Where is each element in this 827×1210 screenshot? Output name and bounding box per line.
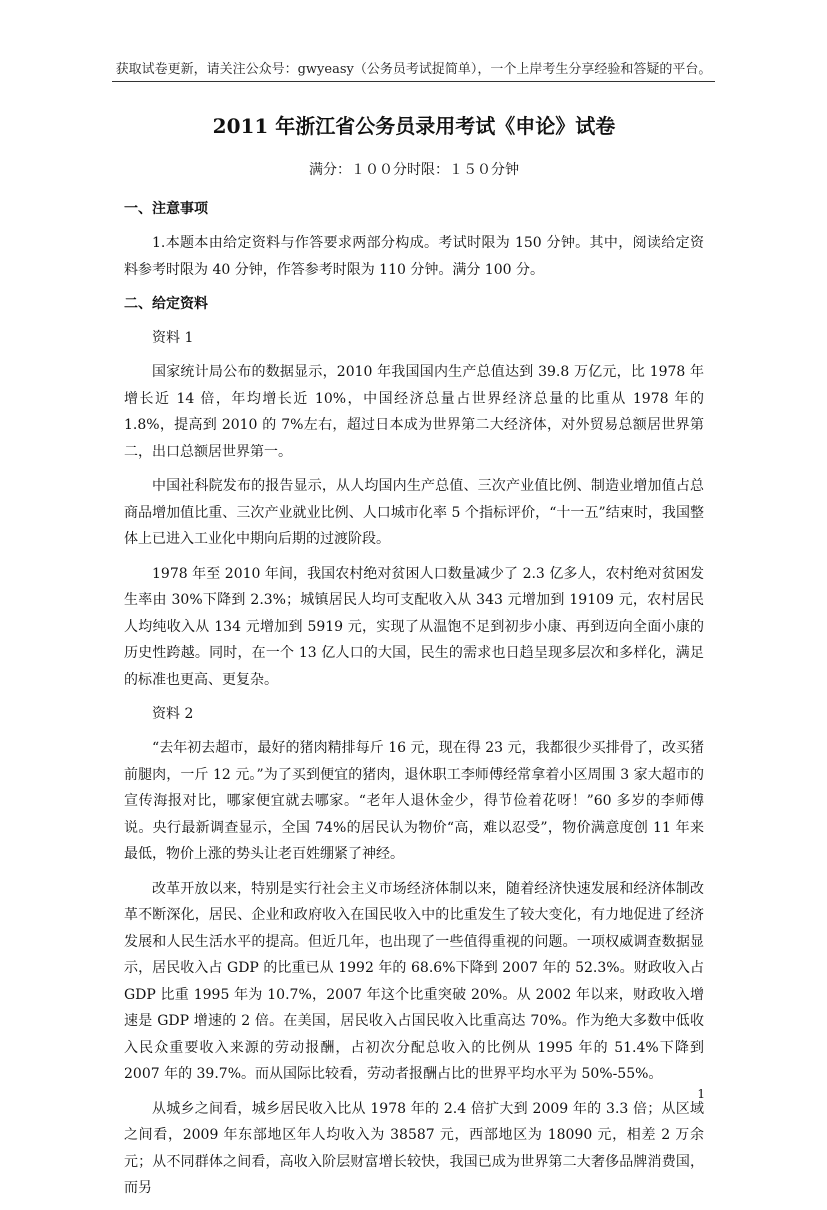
material-2-paragraph: 改革开放以来，特别是实行社会主义市场经济体制以来，随着经济快速发展和经济体制改革不断深化，居民、企业和政府收入在国民收入中的比重发生了较大变化，有力地促进了经济发展和人民生活水平的提高。但近几年，也出现了一些值得重视的问题。一项权威调查数据显示，居民收入占 GDP 的比重已从 1992 年的 68.6%下降到 2007 年的 52.3%。财政收入占 GDP 比重 1995 年为 10.7%，2007 年这个比重突破 20%。从 2002 年以来，财政收入增速是 GDP 增速的 2 倍。在美国，居民收入占国民收入比重高达 70%。作为绝大多数中低收入民众重要收入来源的劳动报酬，占初次分配总收入的比例从 1995 年的 51.4%下降到 2007 年的 39.7%。而从国际比较看，劳动者报酬占比的世界平均水平为 50%-55%。	[124, 880, 704, 1082]
material-2-paragraph: “去年初去超市，最好的猪肉精排每斤 16 元，现在得 23 元，我都很少买排骨了，改买猪前腿肉，一斤 12 元。”为了买到便宜的猪肉，退休职工李师傅经常拿着小区周围 3 家大超市的宣传海报对比，哪家便宜就去哪家。“老年人退休金少，得节俭着花呀！”60 多岁的李师傅说。央行最新调查显示，全国 74%的居民认为物价“高，难以忍受”，物价满意度创 11 年来最低，物价上涨的势头让老百姓绷紧了神经。	[124, 740, 704, 862]
document-body	[124, 112, 704, 1210]
section-heading-notes: 一、注意事项	[124, 201, 208, 217]
material-2-label: 资料 2	[152, 706, 194, 722]
notes-paragraph: 1.本题本由给定资料与作答要求两部分构成。考试时限为 150 分钟。其中，阅读给定资料参考时限为 40 分钟，作答参考时限为 110 分钟。满分 100 分。	[124, 235, 704, 278]
material-2-paragraph: 从城乡之间看，城乡居民收入比从 1978 年的 2.4 倍扩大到 2009 年的 3.3 倍；从区域之间看，2009 年东部地区年人均收入为 38587 元，西部地区为 18090 元，相差 2 万余元；从不同群体之间看，高收入阶层财富增长较快，我国已成为世界第二大奢侈品牌消费国，而另	[124, 1100, 704, 1196]
document-subtitle: 满分：１００分时限：１５０分钟	[309, 162, 519, 178]
section-heading-materials: 二、给定资料	[124, 296, 208, 312]
header-divider	[112, 81, 715, 82]
page-number: 1	[697, 1087, 705, 1101]
page-header-note: 获取试卷更新，请关注公众号：gwyeasy（公务员考试捉简单），一个上岸考生分享经验和答疑的平台。	[115, 62, 712, 77]
material-1-label: 资料 1	[152, 330, 194, 346]
document-title: 2011 年浙江省公务员录用考试《申论》试卷	[212, 114, 616, 138]
material-1-paragraph: 中国社科院发布的报告显示，从人均国内生产总值、三次产业值比例、制造业增加值占总商品增加值比重、三次产业就业比例、人口城市化率 5 个指标评价，“十一五”结束时，我国整体上已进入工业化中期向后期的过渡阶段。	[124, 478, 704, 547]
material-1-paragraph: 国家统计局公布的数据显示，2010 年我国国内生产总值达到 39.8 万亿元，比 1978 年增长近 14 倍，年均增长近 10%，中国经济总量占世界经济总量的比重从 1978 年的 1.8%，提高到 2010 的 7%左右，超过日本成为世界第二大经济体，对外贸易总额居世界第二，出口总额居世界第一。	[124, 364, 704, 460]
material-1-paragraph: 1978 年至 2010 年间，我国农村绝对贫困人口数量减少了 2.3 亿多人，农村绝对贫困发生率由 30%下降到 2.3%；城镇居民人均可支配收入从 343 元增加到 19109 元，农村居民人均纯收入从 134 元增加到 5919 元，实现了从温饱不足到初步小康、再到迈向全面小康的历史性跨越。同时，在一个 13 亿人口的大国，民生的需求也日趋呈现多层次和多样化，满足的标准也更高、更复杂。	[124, 565, 704, 688]
